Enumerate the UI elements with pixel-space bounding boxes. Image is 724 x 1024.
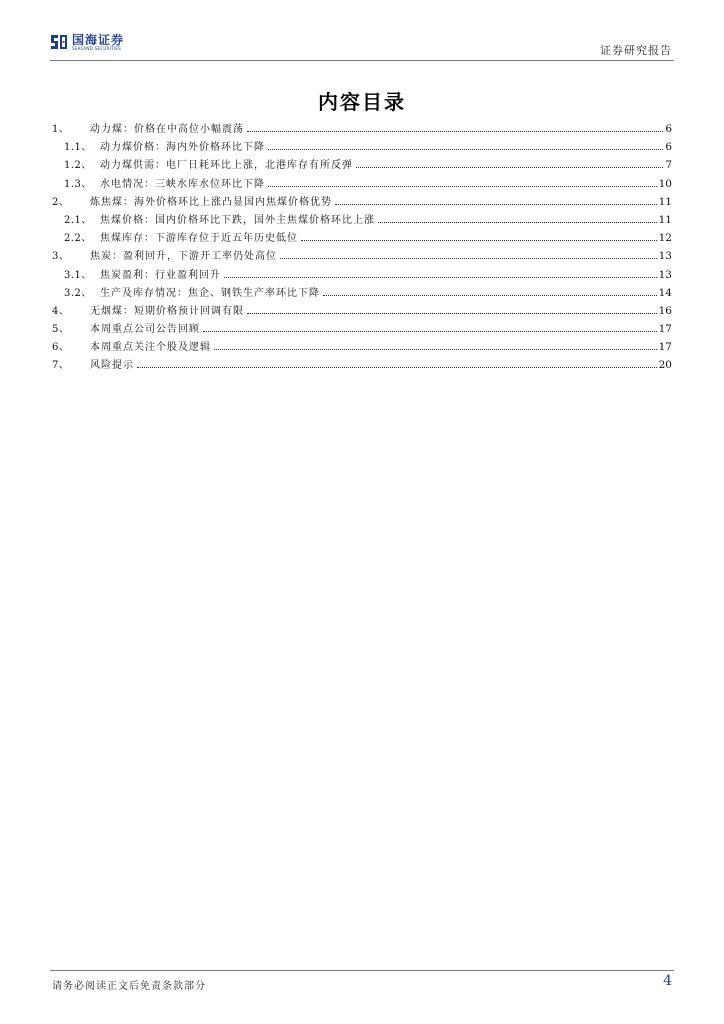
toc-entry[interactable] [52, 338, 672, 356]
toc-entry-number: 7、 [52, 360, 70, 372]
toc-entry-page: 13 [658, 268, 672, 281]
toc-entry-label: 动力煤价格：海内外价格环比下降 [100, 142, 265, 154]
toc-dot-leader [268, 186, 657, 187]
toc-entry-page: 16 [658, 304, 672, 317]
toc-entry-label: 动力煤供需：电厂日耗环比上涨，北港库存有所反弹 [100, 160, 353, 172]
toc-entry-number: 2.2、 [64, 233, 92, 245]
toc-entry-number: 1.3、 [64, 178, 92, 190]
logo-text-cn: 国海证券 [72, 32, 125, 47]
toc-entry-number: 1.1、 [64, 142, 92, 154]
logo-text-en: SEALAND SECURITIES [72, 45, 122, 51]
toc-entry-label: 焦炭：盈利回升，下游开工率仍处高位 [90, 251, 277, 263]
report-type-label: 证券研究报告 [600, 44, 672, 57]
toc-entry-page: 20 [658, 359, 672, 372]
toc-entry-page: 17 [658, 341, 672, 354]
toc-dot-leader [378, 222, 657, 223]
toc-entry-page: 12 [658, 232, 672, 245]
sealand-logo-icon [50, 33, 68, 51]
toc-entry[interactable] [52, 247, 672, 265]
page-footer [50, 970, 674, 995]
toc-entry-label: 焦煤库存：下游库存位于近五年历史低位 [100, 233, 298, 245]
toc-entry[interactable] [52, 284, 672, 302]
toc-entry-label: 焦炭盈利：行业盈利回升 [100, 269, 221, 281]
toc-dot-leader [268, 149, 663, 150]
toc-entry-label: 生产及库存情况：焦企、钢铁生产率环比下降 [100, 287, 320, 299]
toc-dot-leader [203, 331, 657, 332]
toc-dot-leader [247, 131, 663, 132]
toc-dot-leader [280, 258, 657, 259]
toc-entry-page: 11 [658, 195, 672, 208]
toc-dot-leader [356, 167, 663, 168]
toc-entry[interactable] [52, 266, 672, 284]
toc-entry-page: 10 [658, 177, 672, 190]
toc-entry-label: 风险提示 [90, 360, 134, 372]
toc-entry-label: 无烟煤：短期价格预计回调有限 [90, 305, 244, 317]
toc-entry-page: 11 [658, 213, 672, 226]
toc-dot-leader [224, 277, 657, 278]
toc-entry-number: 5、 [52, 324, 70, 336]
toc-title: 内容目录 [318, 90, 406, 114]
toc-entry-number: 6、 [52, 342, 70, 354]
toc-entry[interactable] [52, 356, 672, 374]
toc-dot-leader [247, 313, 657, 314]
toc-entry-label: 炼焦煤：海外价格环比上涨凸显国内焦煤价格优势 [90, 196, 332, 208]
toc-entry[interactable] [52, 138, 672, 156]
toc-dot-leader [301, 240, 657, 241]
toc-entry-page: 14 [658, 286, 672, 299]
disclaimer-text: 请务必阅读正文后免责条款部分 [52, 981, 206, 992]
toc-dot-leader [214, 349, 657, 350]
toc-entry-number: 4、 [52, 305, 70, 317]
toc-entry-page: 6 [665, 141, 672, 154]
toc-entry[interactable] [52, 156, 672, 174]
toc-entry-page: 17 [658, 323, 672, 336]
toc-entry-number: 3、 [52, 251, 70, 263]
toc-entry[interactable] [52, 120, 672, 138]
toc-dot-leader [335, 204, 657, 205]
toc-entry-label: 水电情况：三峡水库水位环比下降 [100, 178, 265, 190]
toc-entry-number: 2.1、 [64, 214, 92, 226]
toc-entry-label: 焦煤价格：国内价格环比下跌，国外主焦煤价格环比上涨 [100, 214, 375, 226]
page-number: 4 [663, 973, 672, 989]
toc-entry-page: 6 [665, 123, 672, 135]
toc-entry-number: 3.1、 [64, 269, 92, 281]
company-logo [50, 32, 124, 52]
toc-entry-page: 7 [665, 159, 672, 172]
toc-entry-label: 本周重点关注个股及逻辑 [90, 342, 211, 354]
table-of-contents [52, 120, 672, 375]
toc-entry-number: 1.2、 [64, 160, 92, 172]
toc-entry[interactable] [52, 193, 672, 211]
toc-entry-number: 1、 [52, 124, 70, 135]
toc-entry[interactable] [52, 302, 672, 320]
toc-entry[interactable] [52, 320, 672, 338]
toc-entry-label: 本周重点公司公告回顾 [90, 324, 200, 336]
toc-entry[interactable] [52, 175, 672, 193]
toc-entry-label: 动力煤：价格在中高位小幅震荡 [90, 124, 244, 135]
toc-dot-leader [137, 367, 657, 368]
page-header [50, 28, 674, 61]
toc-entry-page: 13 [658, 250, 672, 263]
toc-entry-number: 3.2、 [64, 287, 92, 299]
toc-entry[interactable] [52, 211, 672, 229]
toc-dot-leader [323, 295, 657, 296]
toc-entry-number: 2、 [52, 196, 70, 208]
toc-entry[interactable] [52, 229, 672, 247]
